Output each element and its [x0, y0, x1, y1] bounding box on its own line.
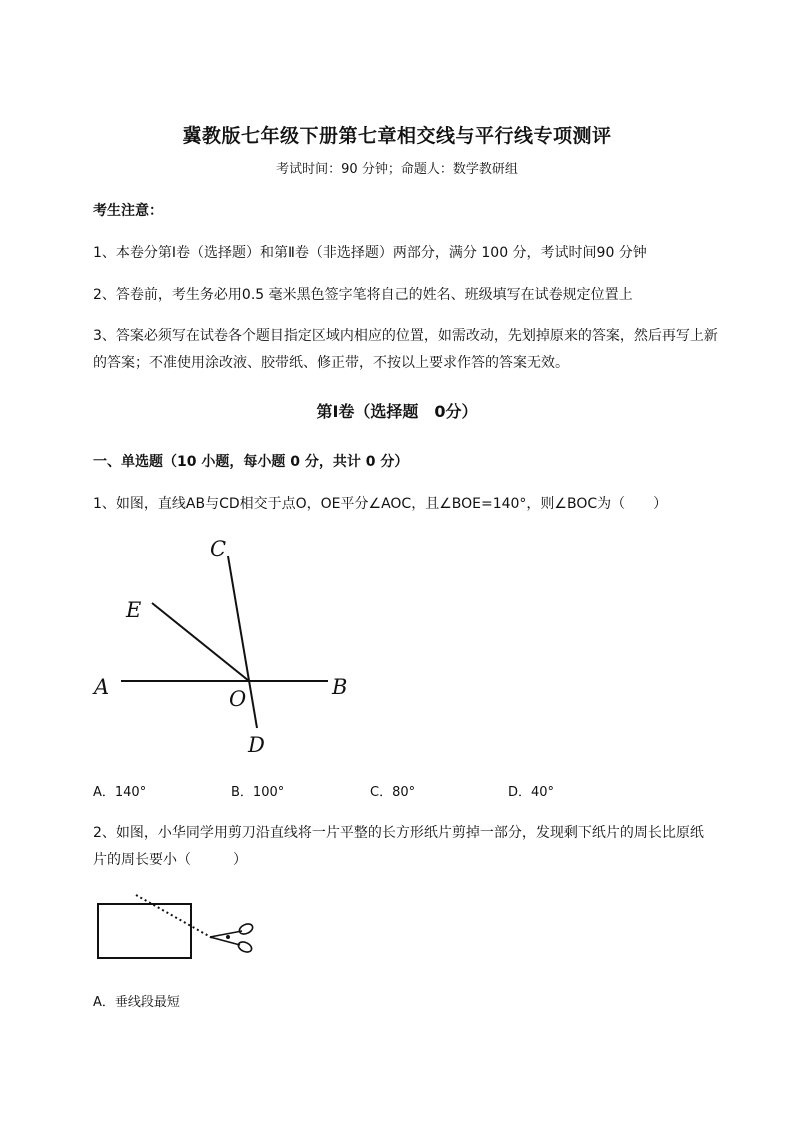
question-1-figure: [88, 530, 358, 765]
page-title: 冀教版七年级下册第七章相交线与平行线专项测评: [182, 125, 612, 147]
cut-line: [136, 895, 214, 939]
section-title: 第Ⅰ卷（选择题 0分）: [316, 402, 478, 421]
question-2-figure: [94, 893, 264, 963]
question-2-option-a[interactable]: A．垂线段最短: [93, 995, 180, 1010]
question-1-stem: 1、如图，直线AB与CD相交于点O，OE平分∠AOC，且∠BOE=140°，则∠BOC为（ ）: [93, 496, 668, 512]
ray-oe: [152, 603, 249, 681]
label-c: C: [210, 537, 227, 561]
notice-item-2: 2、答卷前，考生务必用0.5 毫米黑色签字笔将自己的姓名、班级填写在试卷规定位置上: [93, 287, 633, 303]
question-1-option-a[interactable]: A．140°: [93, 785, 147, 800]
notice-item-3: 3、答案必须写在试卷各个题目指定区域内相应的位置，如需改动，先划掉原来的答案，然后再写上新: [93, 328, 718, 344]
question-2-stem-line-1: 2、如图，小华同学用剪刀沿直线将一片平整的长方形纸片剪掉一部分，发现剩下纸片的周长比原纸: [93, 825, 704, 841]
label-d: D: [248, 733, 265, 757]
notice-heading: 考生注意：: [93, 203, 163, 219]
notice-item-1: 1、本卷分第Ⅰ卷（选择题）和第Ⅱ卷（非选择题）两部分，满分 100 分，考试时间90 分钟: [93, 245, 647, 261]
paper-rectangle: [98, 904, 191, 958]
notice-item-3-continued: 的答案；不准使用涂改液、胶带纸、修正带，不按以上要求作答的答案无效。: [93, 355, 569, 371]
exam-info: 考试时间：90 分钟；命题人：数学教研组: [276, 162, 518, 177]
label-b: B: [332, 675, 348, 699]
label-o: O: [229, 687, 247, 711]
part-heading: 一、单选题（10 小题，每小题 0 分，共计 0 分）: [93, 454, 409, 470]
question-1-option-c[interactable]: C．80°: [370, 785, 416, 800]
scissors-icon: [210, 922, 254, 954]
question-1-option-b[interactable]: B．100°: [231, 785, 285, 800]
label-e: E: [126, 598, 142, 622]
label-a: A: [94, 675, 110, 699]
question-2-stem-line-2: 片的周长要小（ ）: [93, 852, 247, 868]
question-1-option-d[interactable]: D．40°: [508, 785, 555, 800]
